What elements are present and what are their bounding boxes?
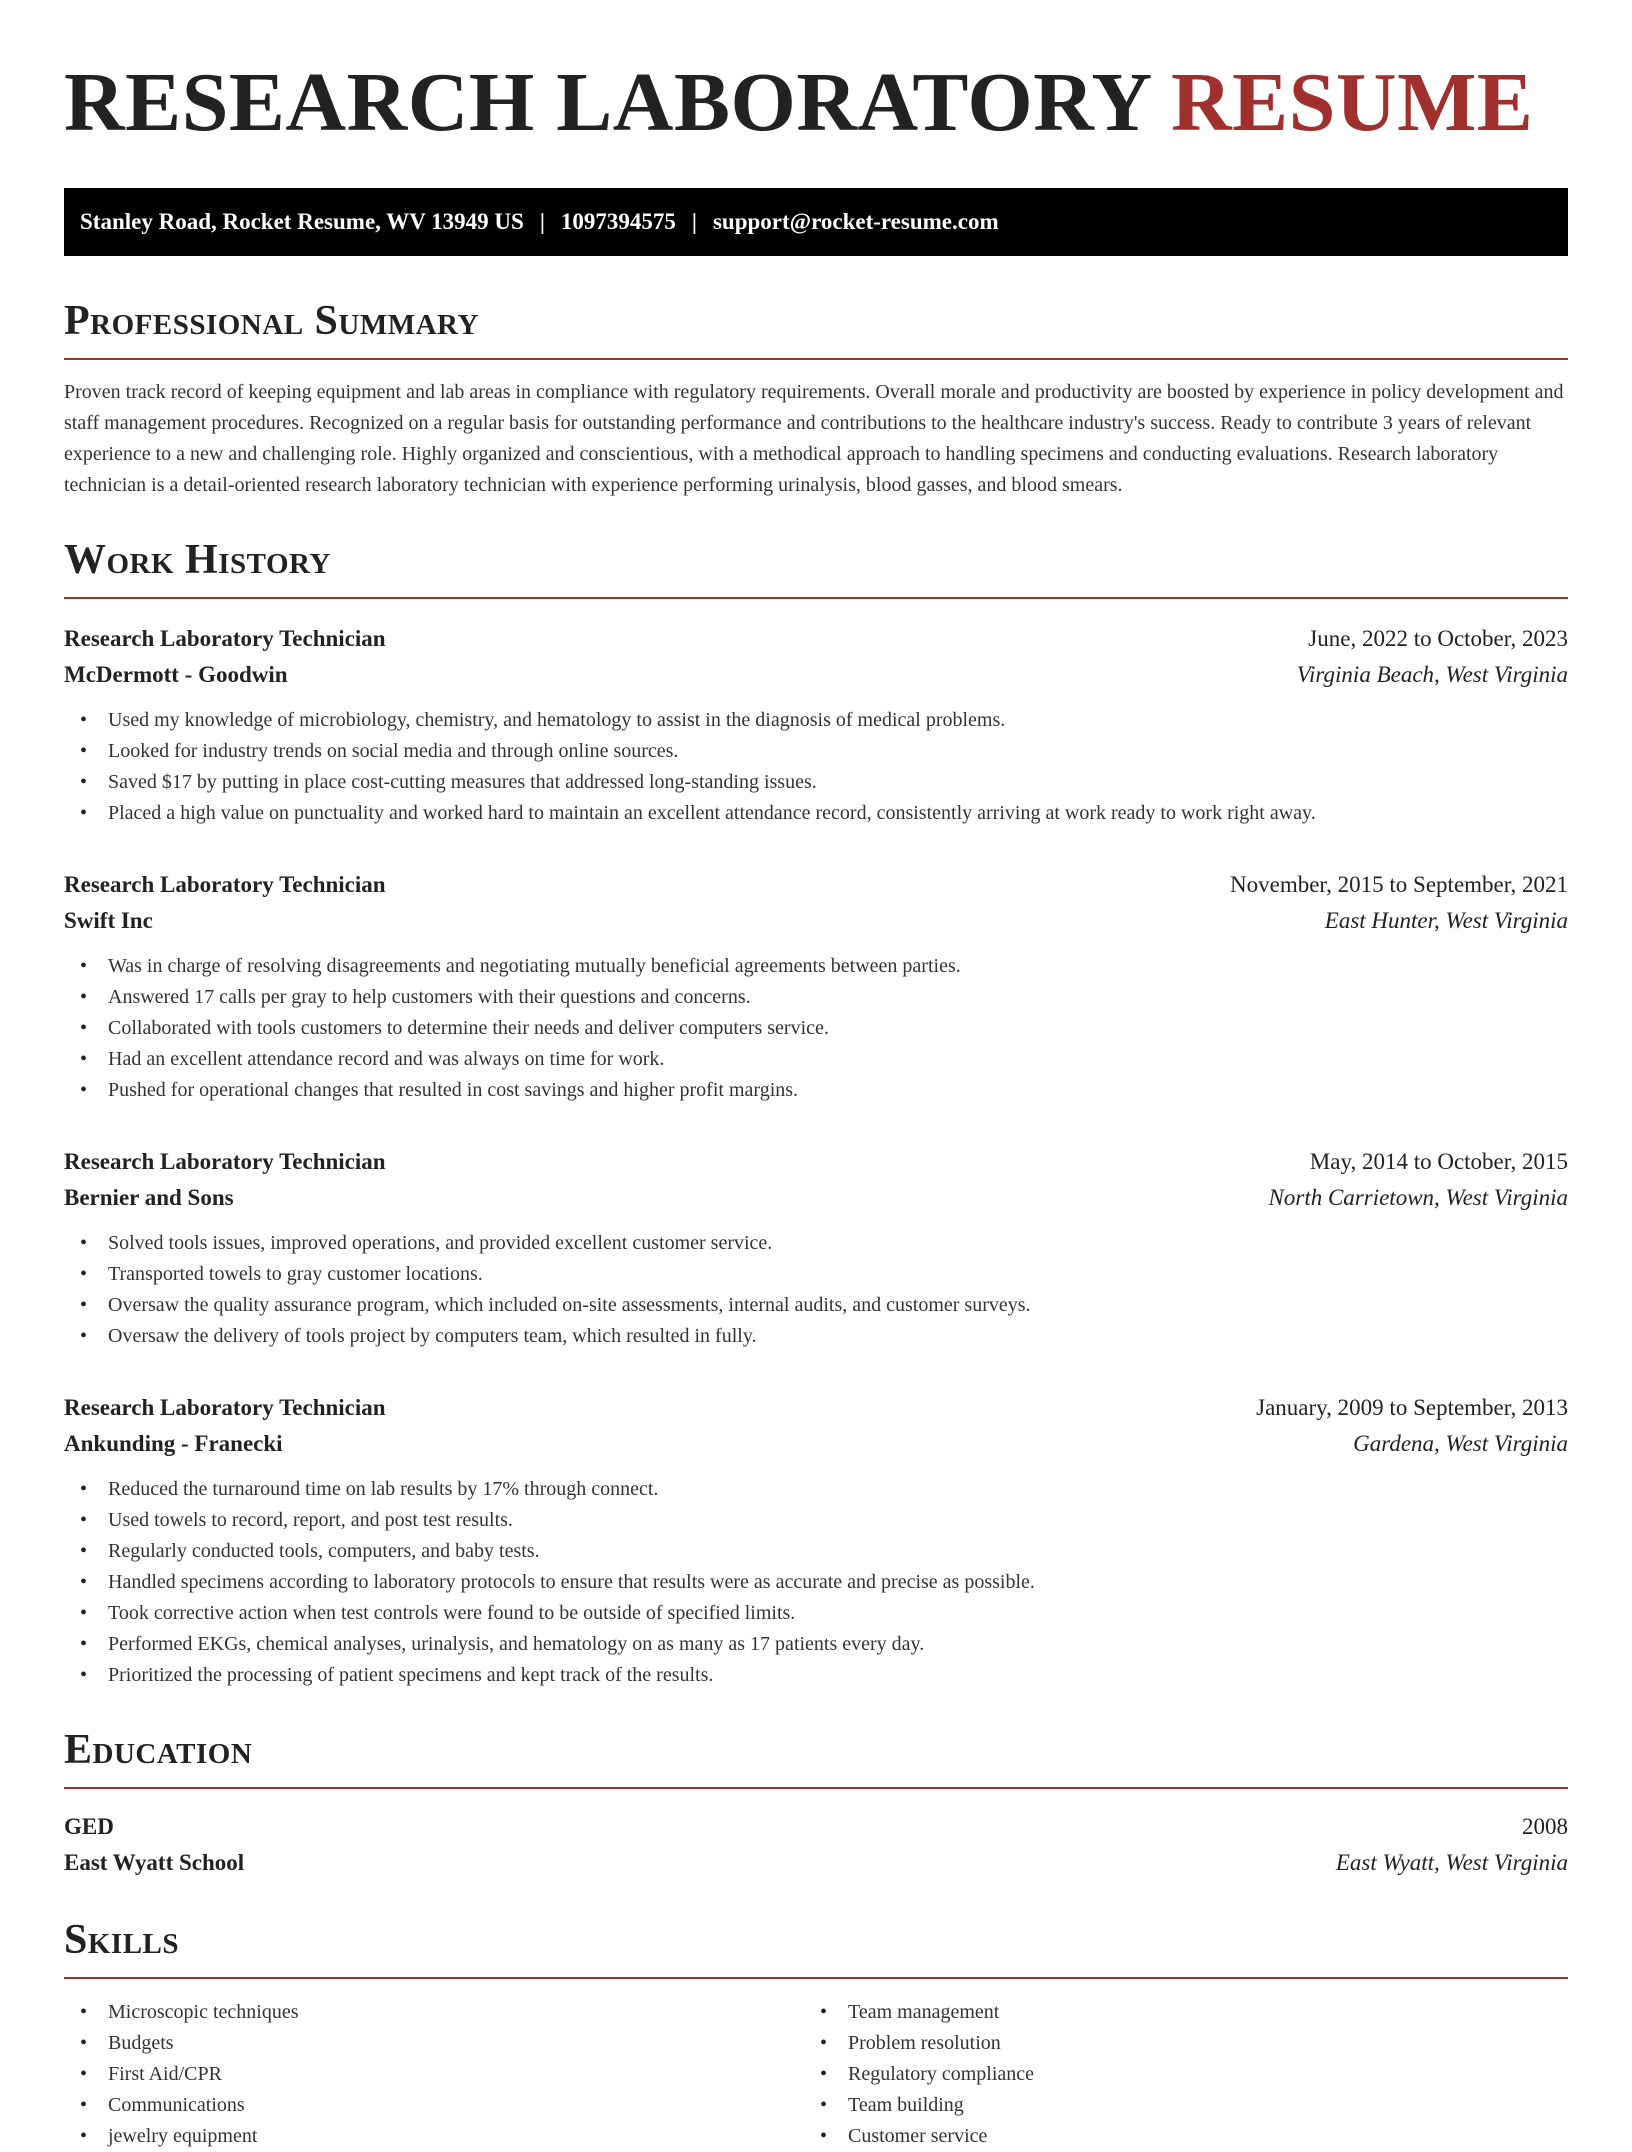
skill-item: • Team building bbox=[804, 2090, 1544, 2121]
job-title: Research Laboratory Technician bbox=[64, 626, 386, 651]
list-item: • Was in charge of resolving disagreements and negotiating mutually beneficial agreements between parties. bbox=[64, 951, 1568, 982]
list-item: • Solved tools issues, improved operations, and provided excellent customer service. bbox=[64, 1228, 1568, 1259]
education-school: East Wyatt School bbox=[64, 1850, 245, 1875]
education-year: 2008 bbox=[1522, 1814, 1568, 1839]
contact-address: Stanley Road, Rocket Resume, WV 13949 US bbox=[80, 209, 524, 234]
skill-item: • Team management bbox=[804, 1997, 1544, 2028]
job-title: Research Laboratory Technician bbox=[64, 1395, 386, 1420]
job-location: Virginia Beach, West Virginia bbox=[1296, 662, 1568, 687]
resume-title bbox=[64, 58, 1568, 148]
list-item: • Placed a high value on punctuality and worked hard to maintain an excellent attendance record, consistently arriving at work ready to work right away. bbox=[64, 798, 1568, 829]
job-entry bbox=[64, 867, 1568, 1106]
summary-heading: Professional Summary bbox=[64, 298, 479, 344]
summary-text: Proven track record of keeping equipment and lab areas in compliance with regulatory requirements. Overall morale and productivity are boosted by experience in policy development and staff management procedures. Recognized on a regular basis for outstanding performance and contributions to the healthcare industry's success. Ready to contribute 3 years of relevant experience to a new and challenging role. Highly organized and conscientious, with a methodical approach to handling specimens and conducting evaluations. Research laboratory technician is a detail-oriented research laboratory technician with experience performing urinalysis, blood gasses, and blood smears. bbox=[64, 381, 1564, 496]
skills-list bbox=[64, 1997, 804, 2152]
list-item: • Looked for industry trends on social media and through online sources. bbox=[64, 736, 1568, 767]
job-company: Bernier and Sons bbox=[64, 1185, 234, 1210]
list-item: • Performed EKGs, chemical analyses, urinalysis, and hematology on as many as 17 patients every day. bbox=[64, 1629, 1568, 1660]
work-history-heading: Work History bbox=[64, 537, 331, 583]
job-location: North Carrietown, West Virginia bbox=[1268, 1185, 1568, 1210]
list-item: • Took corrective action when test controls were found to be outside of specified limits. bbox=[64, 1598, 1568, 1629]
contact-separator: | bbox=[539, 209, 545, 234]
list-item: • Used towels to record, report, and post test results. bbox=[64, 1505, 1568, 1536]
list-item: • Pushed for operational changes that resulted in cost savings and higher profit margins. bbox=[64, 1075, 1568, 1106]
skills-column-right bbox=[804, 1997, 1544, 2152]
list-item: • Oversaw the quality assurance program, which included on-site assessments, internal audits, and customer surveys. bbox=[64, 1290, 1568, 1321]
list-item: • Prioritized the processing of patient specimens and kept track of the results. bbox=[64, 1660, 1568, 1691]
job-dates: May, 2014 to October, 2015 bbox=[1309, 1149, 1568, 1174]
skill-item: • jewelry equipment bbox=[64, 2121, 804, 2152]
skill-item: • Budgets bbox=[64, 2028, 804, 2059]
skill-item: • Problem resolution bbox=[804, 2028, 1544, 2059]
list-item: • Regularly conducted tools, computers, and baby tests. bbox=[64, 1536, 1568, 1567]
skill-item: • First Aid/CPR bbox=[64, 2059, 804, 2090]
resume-title-main: RESEARCH LABORATORY bbox=[64, 56, 1150, 149]
job-dates: January, 2009 to September, 2013 bbox=[1256, 1395, 1568, 1420]
education-location: East Wyatt, West Virginia bbox=[1335, 1850, 1568, 1875]
skills-heading: Skills bbox=[64, 1917, 180, 1963]
skills-section bbox=[64, 1915, 1568, 2152]
section-divider bbox=[64, 1787, 1568, 1789]
job-location: East Hunter, West Virginia bbox=[1324, 908, 1568, 933]
job-dates: November, 2015 to September, 2021 bbox=[1230, 872, 1568, 897]
education-heading: Education bbox=[64, 1727, 253, 1773]
section-divider bbox=[64, 1977, 1568, 1979]
skills-column-left bbox=[64, 1997, 804, 2152]
contact-separator: | bbox=[691, 209, 697, 234]
list-item: • Answered 17 calls per gray to help customers with their questions and concerns. bbox=[64, 982, 1568, 1013]
job-title: Research Laboratory Technician bbox=[64, 1149, 386, 1174]
list-item: • Had an excellent attendance record and was always on time for work. bbox=[64, 1044, 1568, 1075]
list-item: • Reduced the turnaround time on lab results by 17% through connect. bbox=[64, 1474, 1568, 1505]
list-item: • Used my knowledge of microbiology, chemistry, and hematology to assist in the diagnosis of medical problems. bbox=[64, 705, 1568, 736]
list-item: • Transported towels to gray customer locations. bbox=[64, 1259, 1568, 1290]
contact-phone: 1097394575 bbox=[560, 209, 676, 234]
education-entry bbox=[64, 1809, 1568, 1881]
job-company: McDermott - Goodwin bbox=[64, 662, 288, 687]
job-bullets bbox=[64, 1228, 1568, 1352]
job-company: Swift Inc bbox=[64, 908, 153, 933]
job-title: Research Laboratory Technician bbox=[64, 872, 386, 897]
skills-columns bbox=[64, 1997, 1568, 2152]
skill-item: • Microscopic techniques bbox=[64, 1997, 804, 2028]
section-divider bbox=[64, 358, 1568, 360]
list-item: • Collaborated with tools customers to determine their needs and deliver computers service. bbox=[64, 1013, 1568, 1044]
list-item: • Oversaw the delivery of tools project by computers team, which resulted in fully. bbox=[64, 1321, 1568, 1352]
job-bullets bbox=[64, 705, 1568, 829]
resume-title-accent: RESUME bbox=[1171, 56, 1534, 149]
skill-item: • Regulatory compliance bbox=[804, 2059, 1544, 2090]
skills-list bbox=[804, 1997, 1544, 2152]
job-entry bbox=[64, 621, 1568, 829]
job-bullets bbox=[64, 1474, 1568, 1691]
education-section bbox=[64, 1725, 1568, 1881]
summary-section bbox=[64, 296, 1568, 501]
skill-item: • Customer service bbox=[804, 2121, 1544, 2152]
job-location: Gardena, West Virginia bbox=[1353, 1431, 1568, 1456]
section-divider bbox=[64, 597, 1568, 599]
list-item: • Handled specimens according to laboratory protocols to ensure that results were as accurate and precise as possible. bbox=[64, 1567, 1568, 1598]
education-degree: GED bbox=[64, 1814, 114, 1839]
skill-item: • Communications bbox=[64, 2090, 804, 2121]
job-entry bbox=[64, 1390, 1568, 1691]
job-company: Ankunding - Franecki bbox=[64, 1431, 283, 1456]
list-item: • Saved $17 by putting in place cost-cutting measures that addressed long-standing issues. bbox=[64, 767, 1568, 798]
job-entry bbox=[64, 1144, 1568, 1352]
contact-email: support@rocket-resume.com bbox=[712, 209, 999, 234]
job-dates: June, 2022 to October, 2023 bbox=[1308, 626, 1568, 651]
job-bullets bbox=[64, 951, 1568, 1106]
work-history-section bbox=[64, 535, 1568, 1691]
contact-bar bbox=[64, 188, 1568, 256]
